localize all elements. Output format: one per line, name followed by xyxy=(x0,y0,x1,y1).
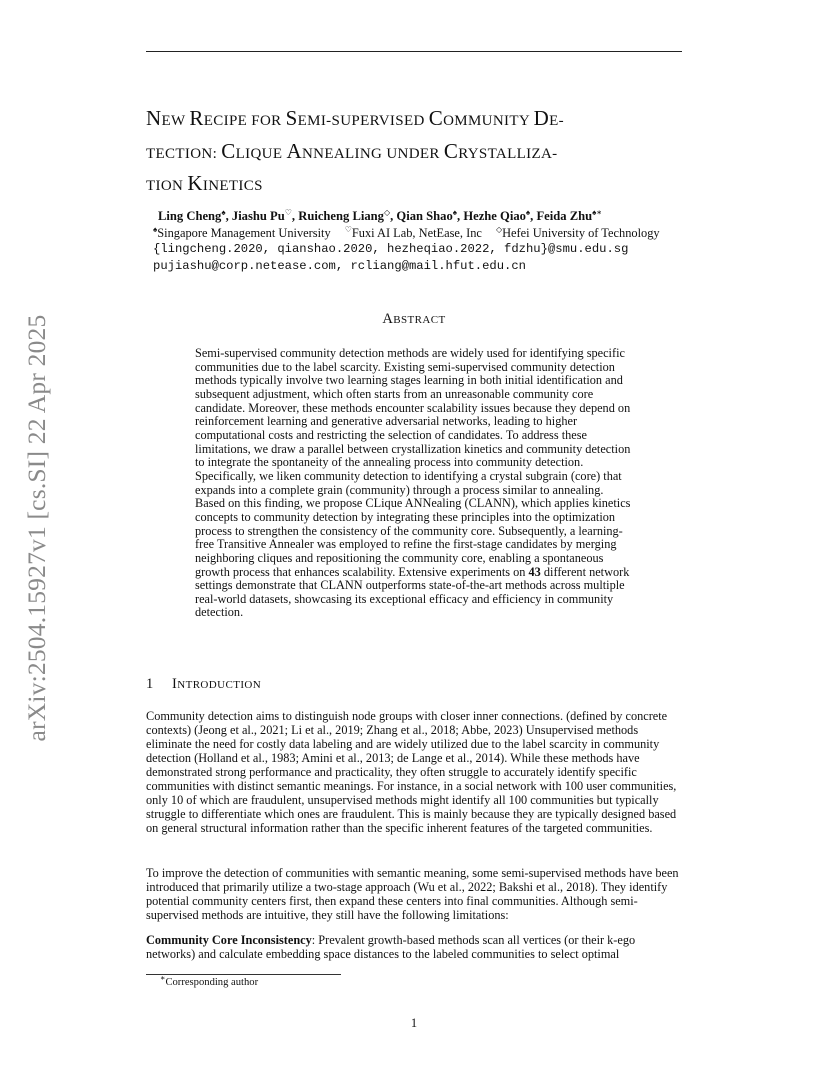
abstract-heading: ABSTRACT xyxy=(382,311,446,327)
title-line: TECTION: CLIQUE ANNEALING UNDER CRYSTALLIZA- xyxy=(146,138,558,163)
affiliations xyxy=(153,226,660,241)
affiliation-name: Fuxi AI Lab, NetEase, Inc xyxy=(351,226,482,240)
arxiv-identifier: arXiv:2504.15927v1 [cs.SI] 22 Apr 2025 xyxy=(22,314,51,741)
author-name: Jiashu Pu xyxy=(231,209,285,223)
section-heading-introduction: 1 INTRODUCTION xyxy=(146,676,262,692)
title-line: NEW RECIPE FOR SEMI-SUPERVISED COMMUNITY DE- xyxy=(146,106,565,130)
affiliation-mark: ♡ xyxy=(284,207,292,217)
email-line-smu: {lingcheng.2020, qianshao.2020, hezheqiao.2022, fdzhu}@smu.edu.sg xyxy=(153,242,629,256)
affiliation-mark: ♠ xyxy=(452,207,458,217)
affiliation-mark: ♠ xyxy=(153,224,158,234)
abstract-text: Semi-supervised community detection methods are widely used for identifying specific communities due to the label scarcity. Existing semi-supervised community detection methods typically involve two learning stages learning in both initial identification and subsequent adjustment, which often starts from an unreasonable community core candidate. Moreover, these methods encounter scalability issues because they depend on reinforcement learning and generative adversarial networks, leading to higher computational costs and restricting the selection of candidates. To address these limitations, we draw a parallel between crystallization kinetics and community detection to integrate the spontaneity of the annealing process into community detection. Specifically, we liken community detection to identifying a crystal subgrain (core) that expands into a complete grain (community) through a process similar to annealing. Based on this finding, we propose CLique ANNealing (CLANN), which applies kinetics concepts to community detection by integrating these principles into the optimization process to strengthen the consistency of the community core. Subsequently, a learning-free Transitive Annealer was employed to refine the first-stage candidates by merging neighboring cliques and repositioning the community core, enabling a spontaneous growth process that enhances scalability. Extensive experiments on xyxy=(195,346,631,579)
author-name: Ruicheng Liang xyxy=(298,209,384,223)
intro-paragraph-3: Community Core Inconsistency: Prevalent growth-based methods scan all vertices (or their k-ego networks) and calculate embedding space distances to the labeled communities to select optimal xyxy=(146,933,636,961)
intro-paragraph-1: Community detection aims to distinguish node groups with closer inner connections. (defined by concrete contexts) (Jeong et al., 2021; Li et al., 2019; Zhang et al., 2018; Abbe, 2023) Unsupervised methods eliminate the need for costly data labeling and are widely utilized due to the label scarcity in community detection (Holland et al., 1983; Amini et al., 2013; de Lange et al., 2014). While these methods have demonstrated strong performance and practicality, they often struggle to accurately identify specific communities with distinct semantic meanings. For instance, in a social network with 100 user communities, only 10 of which are fraudulent, unsupervised methods might identify all 100 communities but typically struggle to differentiate which ones are fraudulent. This is mainly because they are typically designed based on general structural information rather than the specific inherent features of the targeted communities. xyxy=(146,709,677,835)
email-line-other: pujiashu@corp.netease.com, rcliang@mail.hfut.edu.cn xyxy=(153,259,526,273)
header-rule xyxy=(146,51,682,52)
affiliation-name: Singapore Management University xyxy=(157,226,331,240)
affiliation-mark: ♡ xyxy=(344,224,352,234)
affiliation-name: Hefei University of Technology xyxy=(502,226,660,240)
title-line: TION KINETICS xyxy=(146,171,263,195)
footnote: ∗Corresponding author xyxy=(160,973,259,988)
abstract-body xyxy=(195,347,635,620)
affiliation-mark: ♠ xyxy=(221,207,226,217)
paper-title xyxy=(146,104,706,202)
author-name: Feida Zhu xyxy=(536,209,593,223)
arxiv-sidebar-stamp xyxy=(22,295,52,760)
affiliation-mark: ♠ xyxy=(525,207,531,217)
abstract-text: different network settings demonstrate that CLANN outperforms state-of-the-art methods across multiple real-world datasets, showcasing its exceptional efficacy and efficiency in community detection. xyxy=(195,564,630,620)
author-name: Hezhe Qiao xyxy=(463,209,526,223)
paragraph-lead-term: Community Core Inconsistency xyxy=(146,933,312,947)
page-number: 1 xyxy=(410,1016,418,1030)
abstract-emphasis: 43 xyxy=(528,564,541,579)
affiliation-mark: ◇ xyxy=(383,207,391,217)
affiliation-mark: ◇ xyxy=(495,224,503,234)
intro-paragraph-2: To improve the detection of communities with semantic meaning, some semi-supervised methods have been introduced that primarily utilize a two-stage approach (Wu et al., 2022; Bakshi et al., 2018). They identify potential community centers first, then expand these centers into final communities. Although semi-supervised methods are intuitive, they still have the following limitations: xyxy=(146,866,679,922)
author-name: Qian Shao xyxy=(396,209,453,223)
author-list: Ling Cheng♠, Jiashu Pu♡, Ruicheng Liang◇, Qian Shao♠, Hezhe Qiao♠, Feida Zhu♠∗ xyxy=(158,207,602,223)
footnote-rule xyxy=(146,974,341,975)
author-name: Ling Cheng xyxy=(158,209,222,223)
affiliation-mark: ♠∗ xyxy=(592,207,602,217)
